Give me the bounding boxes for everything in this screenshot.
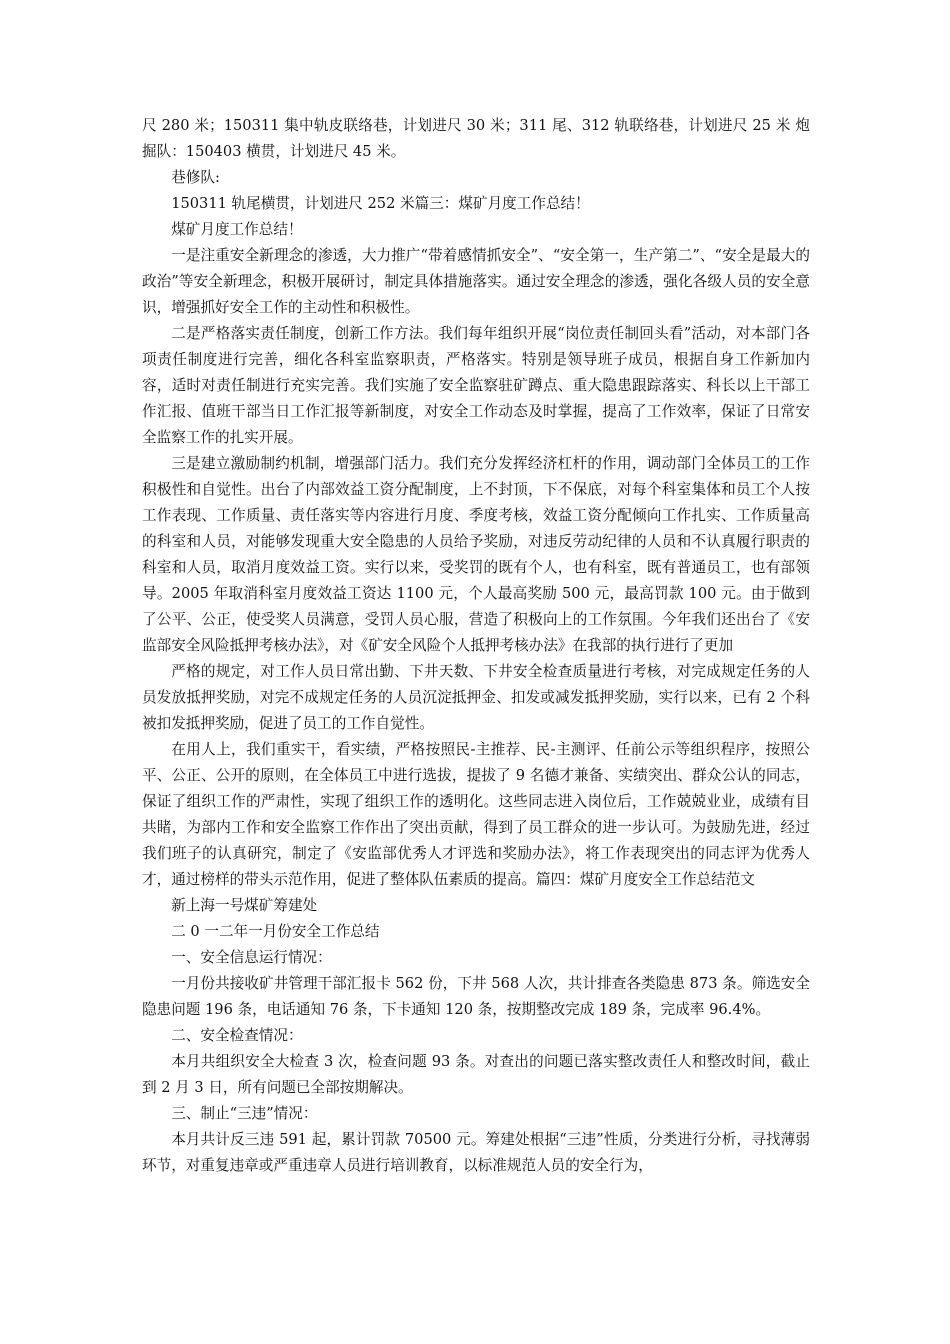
paragraph-14: 本月共组织安全大检查 3 次，检查问题 93 条。对查出的问题已落实整改责任人和整改时间，截止到 2 月 3 日，所有问题已全部按期解决。 [142, 1053, 810, 1096]
document-body [142, 113, 810, 1179]
paragraph-2: 150311 轨尾横贯，计划进尺 252 米篇三：煤矿月度工作总结！ [171, 195, 590, 212]
paragraph-3: 煤矿月度工作总结！ [171, 221, 303, 238]
paragraph-16: 本月共计反三违 591 起，累计罚款 70500 元。筹建处根据“三违”性质，分类进行分析，寻找薄弱环节，对重复违章或严重违章人员进行培训教育，以标准规范人员的安全行为， [142, 1131, 810, 1174]
paragraph-10: 二 0 一二年一月份安全工作总结 [171, 923, 380, 940]
paragraph-1: 巷修队: [171, 169, 220, 186]
paragraph-9: 新上海一号煤矿筹建处 [171, 897, 318, 914]
paragraph-0: 尺 280 米；150311 集中轨皮联络巷，计划进尺 30 米；311 尾、312 轨联络巷，计划进尺 25 米 炮掘队：150403 横贯，计划进尺 45 米。 [142, 117, 810, 160]
paragraph-4: 一是注重安全新理念的渗透，大力推广“带着感情抓安全”、“安全第一，生产第二”、“安全是最大的政治”等安全新理念，积极开展研讨，制定具体措施落实。通过安全理念的渗透，强化各级人员的安全意识，增强抓好安全工作的主动性和积极性。 [142, 247, 810, 316]
paragraph-5: 二是严格落实责任制度，创新工作方法。我们每年组织开展“岗位责任制回头看”活动，对本部门各项责任制度进行完善，细化各科室监察职责，严格落实。特别是领导班子成员，根据自身工作新加内容，适时对责任制进行充实完善。我们实施了安全监察驻矿蹲点、重大隐患跟踪落实、科长以上干部工作汇报、值班干部当日工作汇报等新制度，对安全工作动态及时掌握，提高了工作效率，保证了日常安全监察工作的扎实开展。 [142, 325, 810, 446]
paragraph-13: 二、安全检查情况： [171, 1027, 303, 1044]
paragraph-7: 严格的规定，对工作人员日常出勤、下井天数、下井安全检查质量进行考核，对完成规定任务的人员发放抵押奖励，对完不成规定任务的人员沉淀抵押金、扣发或减发抵押奖励，实行以来，已有 2 个科被扣发抵押奖励，促进了员工的工作自觉性。 [142, 663, 810, 732]
paragraph-8: 在用人上，我们重实干，看实绩，严格按照民-主推荐、民-主测评、任前公示等组织程序，按照公平、公正、公开的原则，在全体员工中进行选拔，提拔了 9 名德才兼备、实绩突出、群众公认的同志，保证了组织工作的严肃性，实现了组织工作的透明化。这些同志进入岗位后，工作兢兢业业，成绩有目共睹，为部内工作和安全监察工作作出了突出贡献，得到了员工群众的进一步认可。为鼓励先进，经过我们班子的认真研究，制定了《安监部优秀人才评选和奖励办法》，将工作表现突出的同志评为优秀人才，通过榜样的带头示范作用，促进了整体队伍素质的提高。篇四：煤矿月度安全工作总结范文 [142, 741, 810, 888]
paragraph-12: 一月份共接收矿井管理干部汇报卡 562 份，下井 568 人次，共计排查各类隐患 873 条。筛选安全隐患问题 196 条，电话通知 76 条，下卡通知 120 条，按期整改完成 189 条，完成率 96.4%。 [142, 975, 810, 1018]
paragraph-6: 三是建立激励制约机制，增强部门活力。我们充分发挥经济杠杆的作用，调动部门全体员工的工作积极性和自觉性。出台了内部效益工资分配制度，上不封顶，下不保底，对每个科室集体和员工个人按工作表现、工作质量、责任落实等内容进行月度、季度考核，效益工资分配倾向工作扎实、工作质量高的科室和人员，对能够发现重大安全隐患的人员给予奖励，对违反劳动纪律的人员和不认真履行职责的科室和人员，取消月度效益工资。实行以来，受奖罚的既有个人，也有科室，既有普通员工，也有部领导。2005 年取消科室月度效益工资达 1100 元，个人最高奖励 500 元，最高罚款 100 元。由于做到了公平、公正，使受奖人员满意，受罚人员心服，营造了积极向上的工作氛围。今年我们还出台了《安监部安全风险抵押考核办法》，对《矿安全风险个人抵押考核办法》在我部的执行进行了更加 [142, 455, 810, 654]
paragraph-15: 三、制止“三违”情况： [171, 1105, 318, 1122]
paragraph-11: 一、安全信息运行情况： [171, 949, 332, 966]
